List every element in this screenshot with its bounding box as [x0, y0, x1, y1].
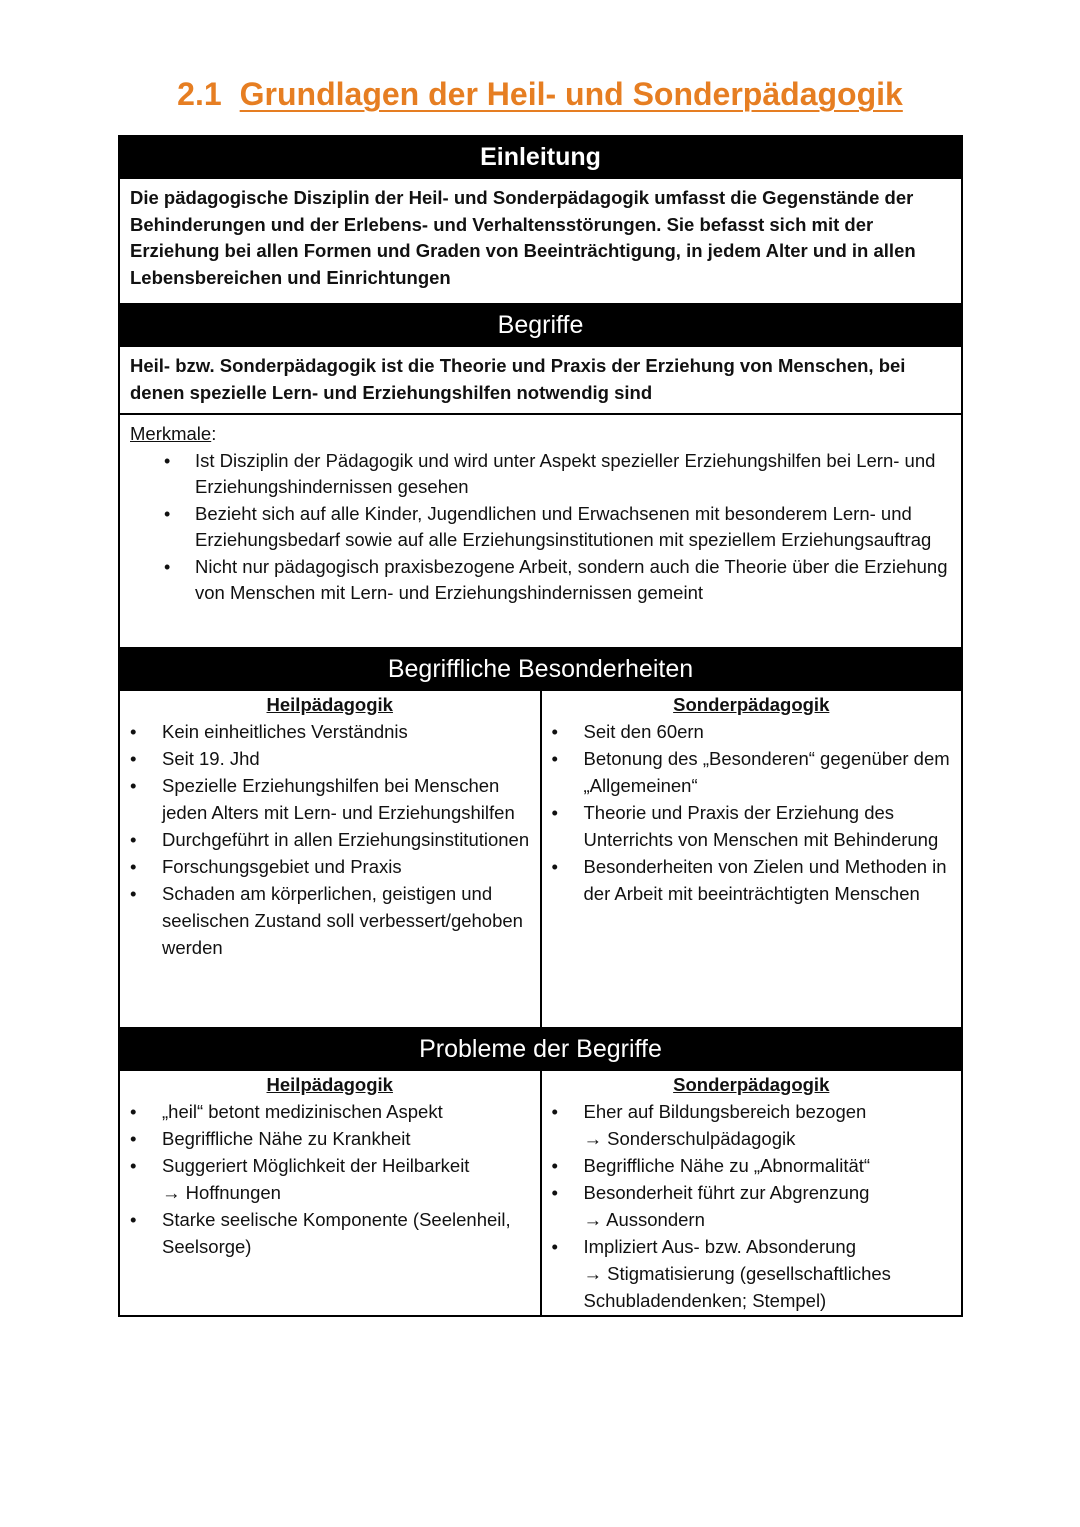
- list-item: • Starke seelische Komponente (Seelenheil, Seelsorge): [120, 1206, 540, 1260]
- content-table: [118, 135, 963, 1317]
- column-title: Heilpädagogik: [266, 1074, 393, 1095]
- merkmale-label: Merkmale:: [130, 423, 217, 444]
- besonderheiten-heading: Begriffliche Besonderheiten: [120, 647, 961, 689]
- list-item: • Bezieht sich auf alle Kinder, Jugendlichen und Erwachsenen mit besonderem Lern- und Erziehungsbedarf sowie auf alle Erziehungsinstitutionen mit speziellem Erziehungsauftrag: [130, 501, 951, 554]
- list-item: • Ist Disziplin der Pädagogik und wird unter Aspekt spezieller Erziehungshilfen bei Lern- und Erziehungshindernissen gesehen: [130, 448, 951, 501]
- einleitung-text: Die pädagogische Disziplin der Heil- und Sonderpädagogik umfasst die Gegenstände der Behinderungen und der Erlebens- und Verhaltensstörungen. Sie befasst sich mit der Erziehung bei allen Formen und Graden von Beeinträchtigung, in jedem Alter und in allen Lebensbereichen und Einrichtungen: [120, 177, 961, 303]
- list-item: • Suggeriert Möglichkeit der Heilbarkeit → Hoffnungen: [120, 1152, 540, 1206]
- list-item: • Eher auf Bildungsbereich bezogen → Sonderschulpädagogik: [542, 1098, 962, 1152]
- probleme-heil-column: [120, 1071, 540, 1315]
- begriffe-heading: Begriffe: [120, 303, 961, 345]
- consequence-text: → Sonderschulpädagogik: [583, 1128, 796, 1149]
- list-item: • Impliziert Aus- bzw. Absonderung → Stigmatisierung (gesellschaftliches Schubladendenken; Stempel): [542, 1233, 962, 1314]
- besonderheiten-columns: [120, 689, 961, 1027]
- list-item: • Betonung des „Besonderen“ gegenüber dem „Allgemeinen“: [542, 745, 962, 799]
- column-title: Sonderpädagogik: [673, 1074, 830, 1095]
- besonderheiten-heil-column: [120, 691, 540, 1027]
- merkmale-box: [120, 413, 961, 647]
- consequence-text: → Hoffnungen: [162, 1182, 281, 1203]
- list-item: • Nicht nur pädagogisch praxisbezogene Arbeit, sondern auch die Theorie über die Erziehung von Menschen mit Lern- und Erziehungshindernissen gemeint: [130, 554, 951, 607]
- consequence-text: → Stigmatisierung (gesellschaftliches Schubladendenken; Stempel): [583, 1263, 891, 1311]
- column-title: Heilpädagogik: [266, 694, 393, 715]
- list-item: • Seit 19. Jhd: [120, 745, 540, 772]
- probleme-sonder-column: [540, 1071, 962, 1315]
- list-item: • Spezielle Erziehungshilfen bei Menschen jeden Alters mit Lern- und Erziehungshilfen: [120, 772, 540, 826]
- column-title: Sonderpädagogik: [673, 694, 830, 715]
- consequence-text: → Aussondern: [583, 1209, 705, 1230]
- besonderheiten-sonder-column: [540, 691, 962, 1027]
- list-item: • Kein einheitliches Verständnis: [120, 718, 540, 745]
- merkmale-list: [130, 448, 951, 607]
- list-item: • „heil“ betont medizinischen Aspekt: [120, 1098, 540, 1125]
- page-title: [0, 76, 1080, 113]
- list-item: • Besonderheit führt zur Abgrenzung → Aussondern: [542, 1179, 962, 1233]
- einleitung-heading: Einleitung: [120, 137, 961, 177]
- list-item: • Schaden am körperlichen, geistigen und seelischen Zustand soll verbessert/gehoben werden: [120, 880, 540, 961]
- list-item: • Seit den 60ern: [542, 718, 962, 745]
- begriffe-definition: Heil- bzw. Sonderpädagogik ist die Theorie und Praxis der Erziehung von Menschen, bei denen spezielle Lern- und Erziehungshilfen notwendig sind: [120, 345, 961, 413]
- list-item: • Forschungsgebiet und Praxis: [120, 853, 540, 880]
- list-item: • Durchgeführt in allen Erziehungsinstitutionen: [120, 826, 540, 853]
- list-item: • Begriffliche Nähe zu „Abnormalität“: [542, 1152, 962, 1179]
- probleme-columns: [120, 1069, 961, 1315]
- list-item: • Besonderheiten von Zielen und Methoden in der Arbeit mit beeinträchtigten Menschen: [542, 853, 962, 907]
- list-item: • Begriffliche Nähe zu Krankheit: [120, 1125, 540, 1152]
- section-title: Grundlagen der Heil- und Sonderpädagogik: [239, 76, 903, 112]
- probleme-heading: Probleme der Begriffe: [120, 1027, 961, 1069]
- list-item: • Theorie und Praxis der Erziehung des Unterrichts von Menschen mit Behinderung: [542, 799, 962, 853]
- section-number: 2.1: [177, 76, 222, 112]
